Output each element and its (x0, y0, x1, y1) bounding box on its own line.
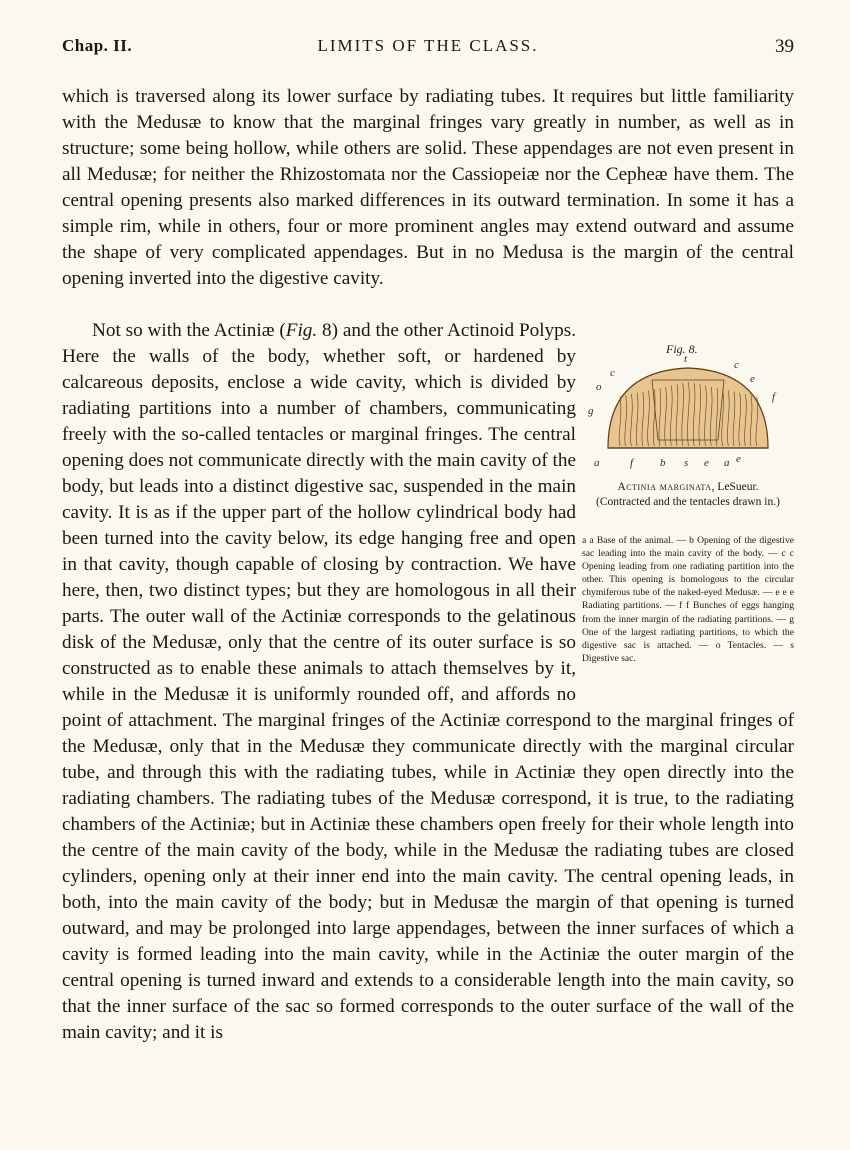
species-name: Actinia marginata (617, 481, 712, 493)
letter-o: o (596, 381, 602, 393)
letter-e-top: e (750, 373, 755, 385)
letter-e-bottom: e (704, 457, 709, 469)
paragraph-2-body: 8) and the other Actinoid Polyps. Here the walls of the body, whether soft, or hardened by calcareous deposits, enclose a wide cavity, which is divided by radiating partitions into a number of chambers, communicating freely with the so-called tentacles or marginal fringes. The central opening does not communicate directly with the main cavity of the body, but leads into a distinct digestive sac, suspended in the main cavity. It is as if the upper part of the hollow cylindrical body had been turned into the cavity below, its edge hanging free and open in that cavity, though capable of closing by contraction. We have here, then, two distinct types; but they are homologous in all their parts. The outer wall of the Actiniæ corresponds to the gelatinous disk of the Medusæ, only that the centre of its outer surface is so constructed as to enable these animals to attach themselves by it, while in the Medusæ it is uniformly rounded off, and affords no point of attachment. The marginal fringes of the Actiniæ correspond to the marginal fringes of the Medusæ, only that in the Medusæ they communicate directly with the marginal circular tube, and through this with the radiating tubes, while in Actiniæ they open directly into the radiating chambers. The radiating tubes of the Medusæ correspond, it is true, to the radiating chambers of the Actiniæ; but in Actiniæ these chambers open freely for their whole length into the centre of the main cavity of the body, while in the Medusæ the radiating tubes are closed cylinders, opening only at their inner end into the main cavity. The central opening leads, in both, into the main cavity of the body; but in Medusæ the margin of that opening is turned outward, and may be prolonged into large appendages, between the inner surfaces of which a cavity is formed leading into the main cavity, while in the Actiniæ the outer margin of the central opening is turned inward and extends to a considerable length into the main cavity, so that the inner surface of the sac so formed corresponds to the outer surface of the wall of the main cavity; and it is (62, 320, 794, 1043)
letter-t: t (684, 353, 688, 365)
paragraph-2 (62, 318, 794, 1046)
paragraph-2-lead: Not so with the Actiniæ ( (92, 320, 286, 341)
letter-f-bottom: f (630, 457, 634, 469)
running-title: LIMITS OF THE CLASS. (317, 36, 539, 55)
letter-c-right: c (734, 359, 739, 371)
figure-title (582, 480, 794, 510)
letter-g: g (588, 405, 594, 417)
letter-e-bottom-right: e (736, 453, 741, 465)
letter-s: s (684, 457, 689, 469)
figure-label: Fig. 8. (666, 342, 698, 356)
actinia-illustration (590, 352, 786, 480)
figure-note: (Contracted and the tentacles drawn in.) (596, 496, 780, 508)
letter-a-right: a (724, 457, 730, 469)
figure-caption: a a Base of the animal. — b Opening of the digestive sac leading into the main cavity of the body. — c c Opening leading from one radiating partition into the other. This opening is homologous to the circular chymiferous tube of the naked-eyed Medusæ. — e e e Radiating partitions. — f f Bunches of eggs hanging from the inner margin of the radiating partitions. — g One of the largest radiating partitions, to which the digestive sac is attached. — o Tentacles. — s Digestive sac. (582, 535, 794, 664)
running-header (62, 34, 794, 62)
figure-8 (582, 340, 794, 702)
paragraph-1: which is traversed along its lower surface by radiating tubes. It requires but little familiarity with the Medusæ to know that the marginal fringes vary greatly in number, as well as in structure; some being hollow, while others are solid. These appendages are not even present in all Medusæ; for neither the Rhizostomata nor the Cassiopeiæ nor the Cepheæ have them. The central opening presents also marked differences in its outward termination. In some it has a simple rim, while in others, four or more prominent angles may extend outward and assume the shape of very complicated appendages. But in no Medusa is the margin of the central opening inverted into the digestive cavity. (62, 86, 794, 289)
species-author: , LeSueur. (711, 481, 759, 493)
actinia-body (608, 368, 768, 448)
page-number: 39 (775, 36, 794, 57)
chapter-label: Chap. II. (62, 36, 133, 55)
letter-c-left: c (610, 367, 615, 379)
letter-f-right: f (772, 391, 776, 403)
fig-reference: Fig. (285, 320, 318, 341)
letter-b: b (660, 457, 666, 469)
letter-a-left: a (594, 457, 600, 469)
